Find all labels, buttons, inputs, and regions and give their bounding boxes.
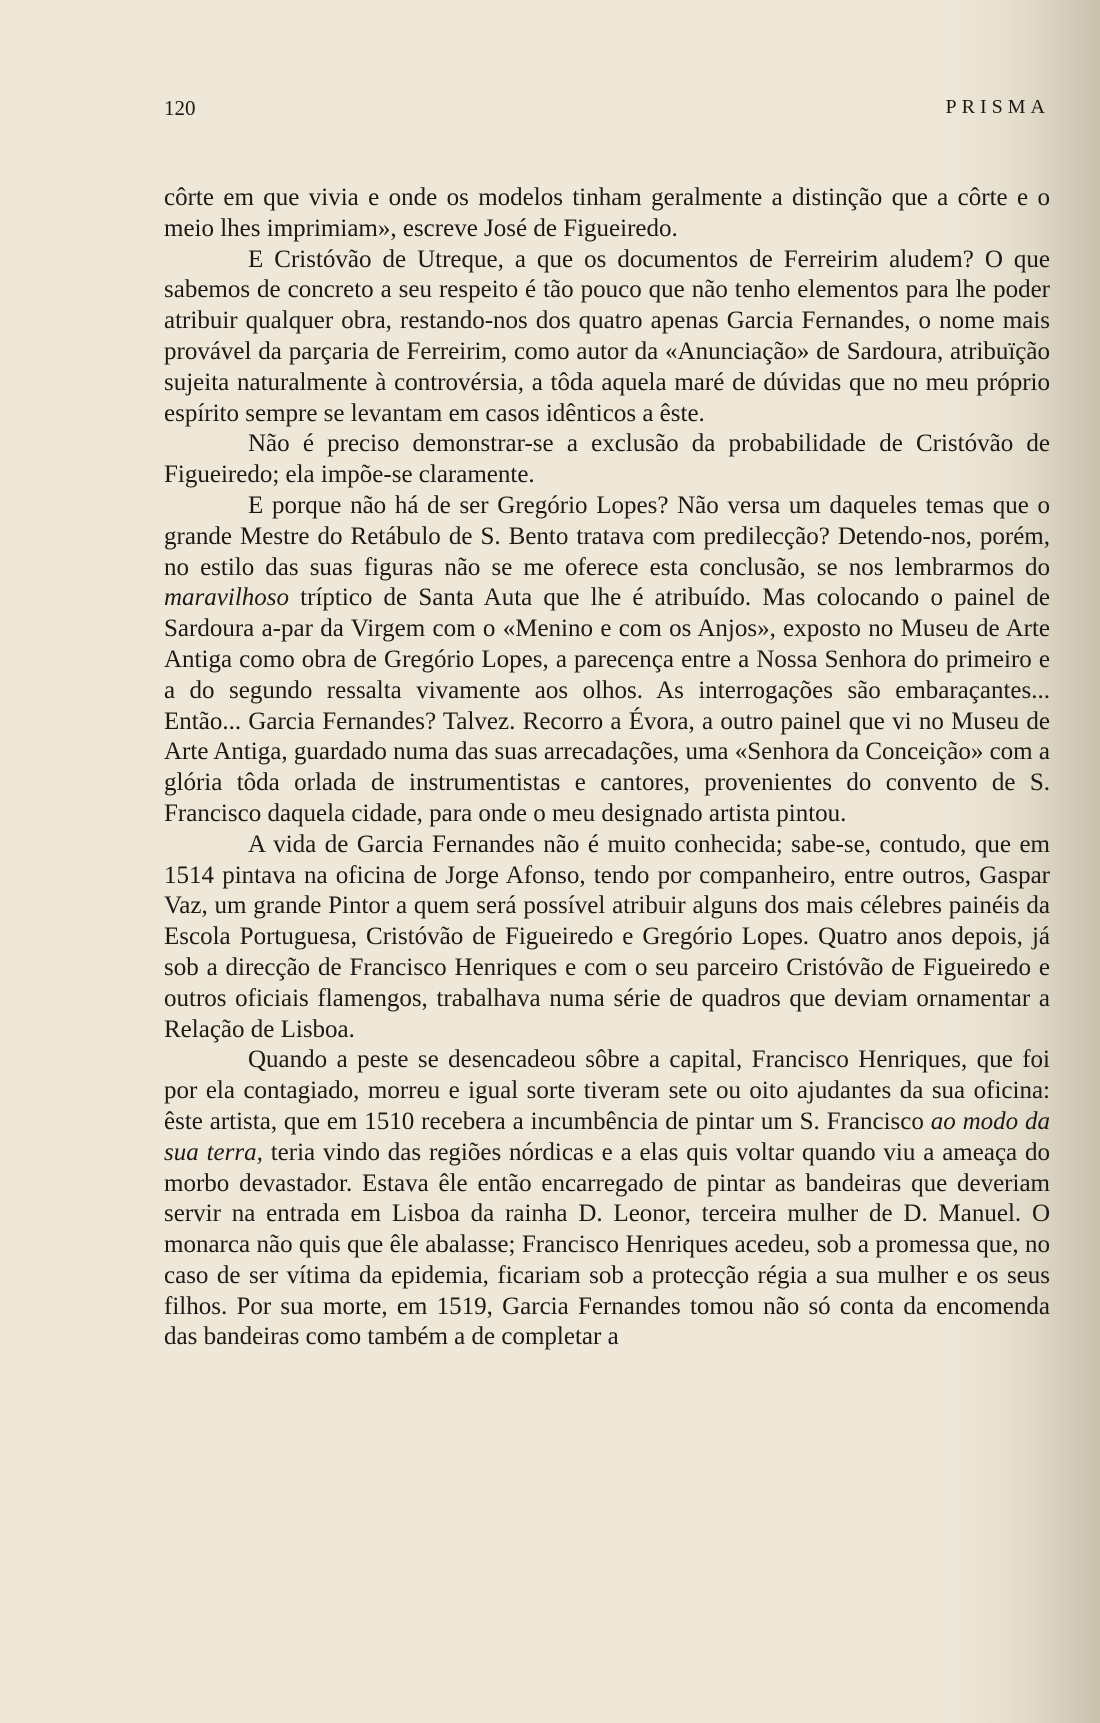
paragraph-text: Quando a peste se desencadeou sôbre a capital, Francisco Henriques, que foi por ela contagiado, morreu e igual sorte tiveram sete ou oito ajudantes da sua oficina: êste artista, que em 1510 recebera a incumbência de pintar um S. Francisco	[164, 1046, 1050, 1135]
body-text	[164, 183, 1050, 1353]
paragraph-text: Não é preciso demonstrar-se a exclusão da probabilidade de Cristóvão de Figueiredo; ela impõe-se claramente.	[164, 430, 1050, 489]
italic-text: maravilhoso	[164, 584, 289, 612]
paragraph	[164, 1045, 1050, 1353]
paragraph	[164, 245, 1050, 430]
paragraph-text: tríptico de Santa Auta que lhe é atribuído. Mas colocando o painel de Sardoura a-par da Virgem com o «Menino e com os Anjos», exposto no Museu de Arte Antiga como obra de Gregório Lopes, a parecença entre a Nossa Senhora do primeiro e a do segundo ressalta vivamente aos olhos. As interrogações são embaraçantes... Então... Garcia Fernandes? Talvez. Recorro a Évora, a outro painel que vi no Museu de Arte Antiga, guardado numa das suas arrecadações, uma «Senhora da Conceição» com a glória tôda orlada de instrumentistas e cantores, provenientes do convento de S. Francisco daquela cidade, para onde o meu designado artista pintou.	[164, 584, 1050, 827]
page-number: 120	[164, 96, 196, 120]
paragraph-text: E Cristóvão de Utreque, a que os documentos de Ferreirim aludem? O que sabemos de concreto a seu respeito é tão pouco que não tenho elementos para lhe poder atribuir qualquer obra, restando-nos dos quatro apenas Garcia Fernandes, o nome mais provável da parçaria de Ferreirim, como autor da «Anunciação» de Sardoura, atribuïção sujeita naturalmente à controvérsia, a tôda aquela maré de dúvidas que no meu próprio espírito sempre se levantam em casos idênticos a êste.	[164, 245, 1050, 427]
paragraph-text: E porque não há de ser Gregório Lopes? Não versa um daqueles temas que o grande Mestre do Retábulo de S. Bento tratava com predilecção? Detendo-nos, porém, no estilo das suas figuras não se me oferece esta conclusão, se nos lembrarmos do	[164, 491, 1050, 581]
paragraph	[164, 429, 1050, 491]
paragraph-continued	[164, 183, 1050, 245]
paragraph	[164, 830, 1050, 1046]
paragraph-text: teria vindo das regiões nórdicas e a elas quis voltar quando viu a ameaça do morbo devastador. Estava êle então encarregado de pintar as bandeiras que deveriam servir na entrada em Lisboa da rainha D. Leonor, terceira mulher de D. Manuel. O monarca não quis que êle abalasse; Francisco Henriques acedeu, sob a promessa que, no caso de ser vítima da epidemia, ficariam sob a protecção régia a sua mulher e os seus filhos. Por sua morte, em 1519, Garcia Fernandes tomou não só conta da encomenda das bandeiras como também a de completar a	[164, 1138, 1050, 1351]
italic-text: ao modo da sua terra,	[164, 1107, 1050, 1166]
page-header	[164, 96, 1050, 126]
paragraph	[164, 491, 1050, 830]
running-head: PRISMA	[945, 96, 1050, 118]
paragraph-text: A vida de Garcia Fernandes não é muito conhecida; sabe-se, contudo, que em 1514 pintava na oficina de Jorge Afonso, tendo por companheiro, entre outros, Gaspar Vaz, um grande Pintor a quem será possível atribuir alguns dos mais célebres painéis da Escola Portuguesa, Cristóvão de Figueiredo e Gregório Lopes. Quatro anos depois, já sob a direcção de Francisco Henriques e com o seu parceiro Cristóvão de Figueiredo e outros oficiais flamengos, trabalhava numa série de quadros que deviam ornamentar a Relação de Lisboa.	[164, 830, 1050, 1043]
paragraph-text: côrte em que vivia e onde os modelos tinham geralmente a distinção que a côrte e o meio lhes imprimiam», escreve José de Figueiredo.	[164, 184, 1050, 242]
